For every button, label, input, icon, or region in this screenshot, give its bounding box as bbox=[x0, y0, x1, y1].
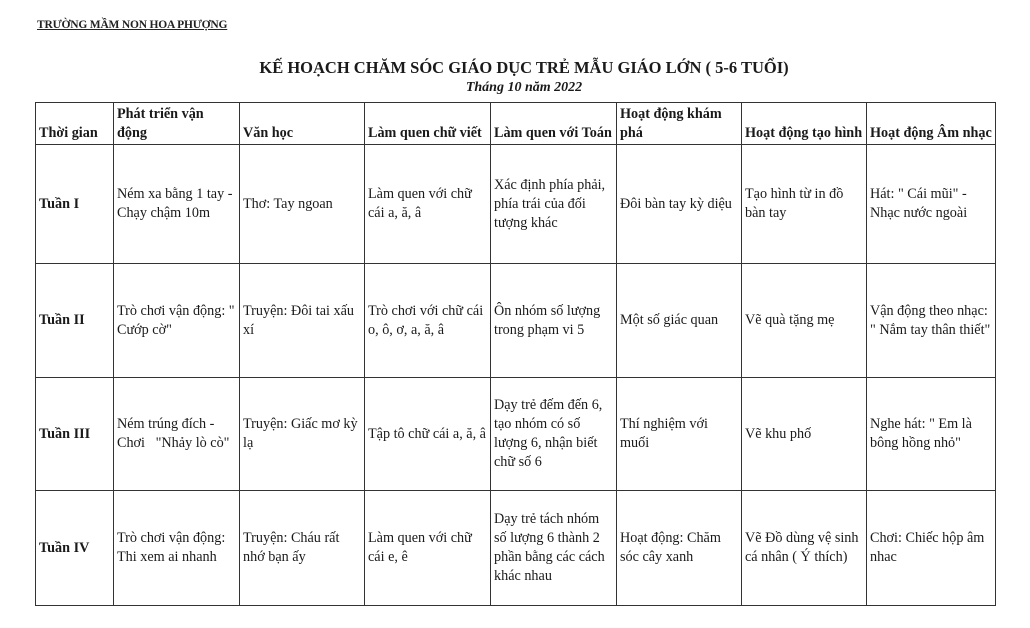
table-row bbox=[36, 378, 996, 491]
table-row bbox=[36, 145, 996, 264]
header-music: Hoạt động Âm nhạc bbox=[867, 103, 996, 145]
header-art: Hoạt động tạo hình bbox=[742, 103, 867, 145]
header-motor-development: Phát triển vận động bbox=[114, 103, 240, 145]
table-cell: Ném xa bằng 1 tay - Chạy chậm 10m bbox=[114, 145, 240, 264]
table-cell: Vẽ quà tặng mẹ bbox=[742, 264, 867, 378]
table-cell: Hát: " Cái mũi" - Nhạc nước ngoài bbox=[867, 145, 996, 264]
table-cell: Làm quen với chữ cái a, ă, â bbox=[365, 145, 491, 264]
table-cell: Tập tô chữ cái a, ă, â bbox=[365, 378, 491, 491]
table-cell: Vẽ Đồ dùng vệ sinh cá nhân ( Ý thích) bbox=[742, 491, 867, 606]
table-cell: Xác định phía phải, phía trái của đối tượng khác bbox=[491, 145, 617, 264]
table-cell: Thí nghiệm với muối bbox=[617, 378, 742, 491]
table-cell: Truyện: Đôi tai xấu xí bbox=[240, 264, 365, 378]
lesson-plan-table bbox=[35, 102, 996, 606]
table-row bbox=[36, 491, 996, 606]
table-cell: Ném trúng đích - Chơi "Nhảy lò cò" bbox=[114, 378, 240, 491]
table-cell: Vận động theo nhạc: " Nắm tay thân thiết" bbox=[867, 264, 996, 378]
table-cell: Nghe hát: " Em là bông hồng nhỏ" bbox=[867, 378, 996, 491]
table-cell: Làm quen với chữ cái e, ê bbox=[365, 491, 491, 606]
header-math: Làm quen với Toán bbox=[491, 103, 617, 145]
table-cell: Vẽ khu phố bbox=[742, 378, 867, 491]
table-cell: Tạo hình từ in đồ bàn tay bbox=[742, 145, 867, 264]
table-cell: Thơ: Tay ngoan bbox=[240, 145, 365, 264]
week-label: Tuần I bbox=[36, 145, 114, 264]
header-discovery: Hoạt động khám phá bbox=[617, 103, 742, 145]
table-row bbox=[36, 264, 996, 378]
table-cell: Đôi bàn tay kỳ diệu bbox=[617, 145, 742, 264]
table-cell: Truyện: Giấc mơ kỳ lạ bbox=[240, 378, 365, 491]
table-header-row bbox=[36, 103, 996, 145]
table-cell: Truyện: Cháu rất nhớ bạn ấy bbox=[240, 491, 365, 606]
header-writing: Làm quen chữ viết bbox=[365, 103, 491, 145]
week-label: Tuần III bbox=[36, 378, 114, 491]
week-label: Tuần II bbox=[36, 264, 114, 378]
table-cell: Trò chơi vận động: " Cướp cờ" bbox=[114, 264, 240, 378]
week-label: Tuần IV bbox=[36, 491, 114, 606]
table-cell: Hoạt động: Chăm sóc cây xanh bbox=[617, 491, 742, 606]
table-cell: Dạy trẻ đếm đến 6, tạo nhóm có số lượng 6, nhận biết chữ số 6 bbox=[491, 378, 617, 491]
table-cell: Trò chơi vận động: Thi xem ai nhanh bbox=[114, 491, 240, 606]
table-cell: Ôn nhóm số lượng trong phạm vi 5 bbox=[491, 264, 617, 378]
document-title: KẾ HOẠCH CHĂM SÓC GIÁO DỤC TRẺ MẪU GIÁO LỚN ( 5-6 TUỔI) bbox=[259, 58, 789, 77]
school-name: TRƯỜNG MẦM NON HOA PHƯỢNG bbox=[37, 19, 228, 31]
header-time: Thời gian bbox=[36, 103, 114, 145]
table-cell: Trò chơi với chữ cái o, ô, ơ, a, ă, â bbox=[365, 264, 491, 378]
table-cell: Một số giác quan bbox=[617, 264, 742, 378]
document-subtitle: Tháng 10 năm 2022 bbox=[465, 80, 583, 95]
header-literature: Văn học bbox=[240, 103, 365, 145]
table-cell: Dạy trẻ tách nhóm số lượng 6 thành 2 phần bằng các cách khác nhau bbox=[491, 491, 617, 606]
table-cell: Chơi: Chiếc hộp âm nhac bbox=[867, 491, 996, 606]
